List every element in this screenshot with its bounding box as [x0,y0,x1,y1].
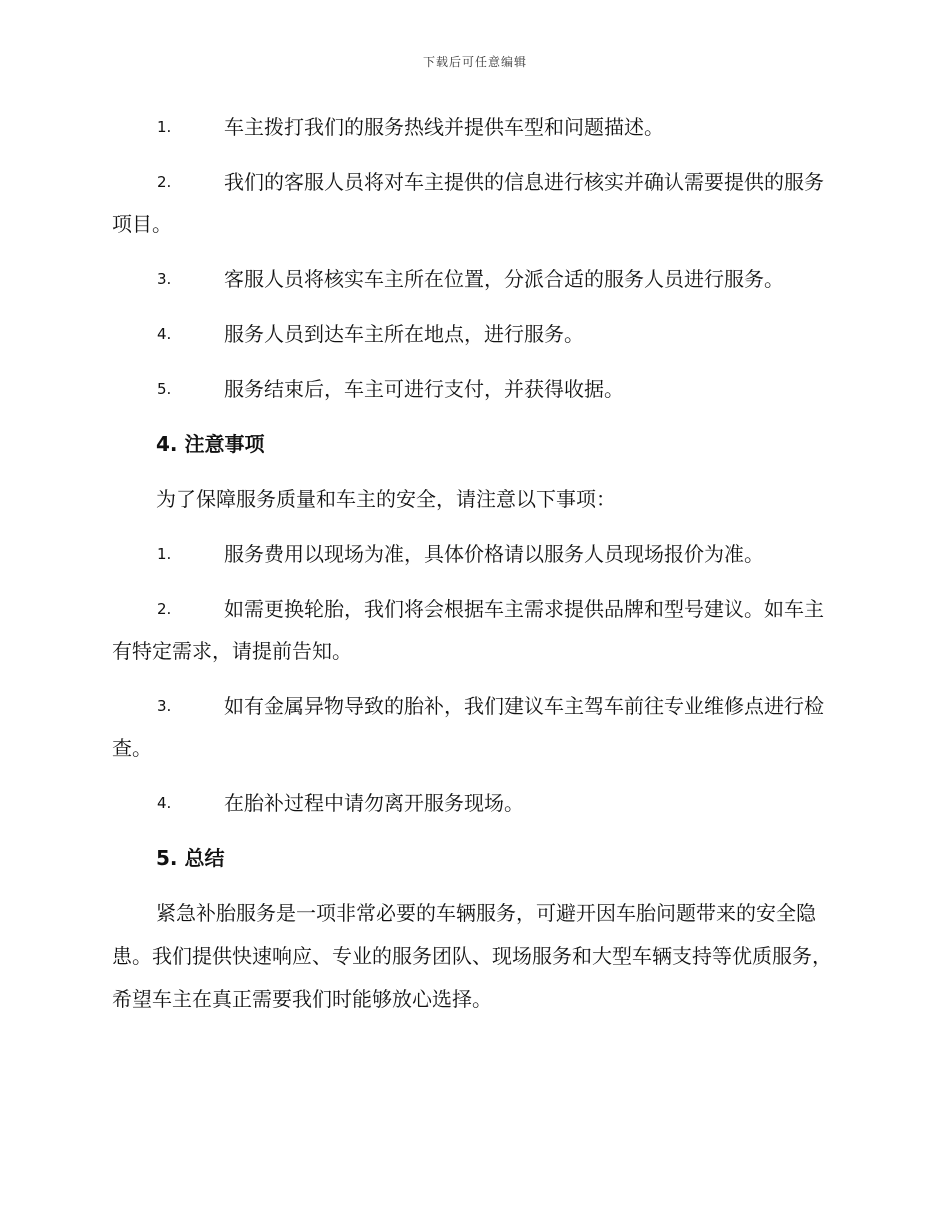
list-item [112,588,836,672]
list-number: 2. [157,173,172,191]
list-text: 车主拨打我们的服务热线并提供车型和问题描述。 [224,115,664,139]
list-item [112,685,836,769]
section-heading-summary: 5. 总结 [156,846,225,870]
list-number: 1. [157,545,172,563]
list-item [112,368,836,410]
section-heading-notes: 4. 注意事项 [156,432,265,456]
list-number: 3. [157,697,172,715]
list-text: 服务人员到达车主所在地点，进行服务。 [224,322,584,346]
list-number: 2. [157,600,172,618]
list-item [112,258,836,300]
list-number: 1. [157,118,172,136]
page-header: 下载后可任意编辑 [422,55,527,69]
list-item [112,161,836,245]
notes-intro: 为了保障服务质量和车主的安全，请注意以下事项： [156,487,616,511]
document-body [112,106,836,1034]
list-item [112,106,836,148]
list-item [112,782,836,824]
list-number: 4. [157,794,172,812]
list-text: 客服人员将核实车主所在位置，分派合适的服务人员进行服务。 [224,267,784,291]
list-number: 5. [157,380,172,398]
list-text: 服务费用以现场为准，具体价格请以服务人员现场报价为准。 [224,542,764,566]
list-text: 如需更换轮胎，我们将会根据车主需求提供品牌和型号建议。如车主有特定需求，请提前告知。 [112,597,824,663]
list-text: 在胎补过程中请勿离开服务现场。 [224,791,524,815]
list-item [112,313,836,355]
process-list [112,106,836,410]
notes-list [112,533,836,824]
list-item [112,533,836,575]
summary-paragraph: 紧急补胎服务是一项非常必要的车辆服务，可避开因车胎问题带来的安全隐患。我们提供快速响应、专业的服务团队、现场服务和大型车辆支持等优质服务，希望车主在真正需要我们时能够放心选择。 [112,901,832,1011]
list-text: 如有金属异物导致的胎补，我们建议车主驾车前往专业维修点进行检查。 [112,694,824,760]
list-text: 服务结束后，车主可进行支付，并获得收据。 [224,377,624,401]
list-text: 我们的客服人员将对车主提供的信息进行核实并确认需要提供的服务项目。 [112,170,824,236]
list-number: 4. [157,325,172,343]
list-number: 3. [157,270,172,288]
